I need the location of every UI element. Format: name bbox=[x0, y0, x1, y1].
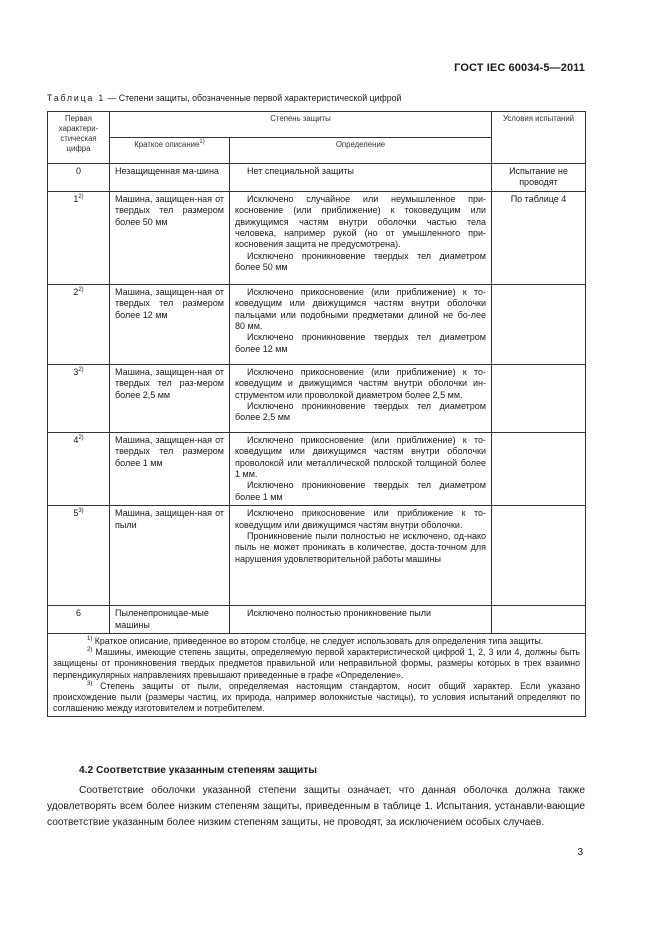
test-conditions-cell bbox=[492, 284, 586, 364]
document-code: ГОСТ IEC 60034-5—2011 bbox=[454, 62, 585, 74]
header-brief-label: Краткое описание bbox=[134, 140, 200, 149]
footnote-mark: 1) bbox=[87, 636, 93, 643]
definition-paragraph: Исключено прикосновение или приближение к то-коведущим или движущимся частям внутри оболочки. bbox=[235, 508, 486, 530]
page-number: 3 bbox=[577, 847, 583, 858]
first-digit-cell bbox=[48, 164, 110, 192]
header-definition: Определение bbox=[230, 138, 492, 164]
definition-paragraph: Исключено проникновение твердых тел диаметром более 2,5 мм bbox=[235, 401, 486, 423]
brief-description-cell bbox=[110, 432, 230, 505]
first-digit-footnote-mark: 2) bbox=[78, 286, 84, 293]
header-brief-footnote-mark: 1) bbox=[199, 139, 205, 145]
definition-cell bbox=[230, 191, 492, 284]
section-heading: 4.2 Соответствие указанным степеням защиты bbox=[79, 765, 317, 776]
brief-description-cell bbox=[110, 364, 230, 432]
table-footnote bbox=[53, 647, 580, 680]
definition-cell bbox=[230, 364, 492, 432]
first-digit-value: 0 bbox=[75, 166, 81, 176]
definition-paragraph: Нет специальной защиты bbox=[247, 166, 354, 176]
section-body: Соответствие оболочки указанной степени защиты означает, что данная оболочка должна также удовлетворять всем более низким степеням защиты, приведенным в таблице 1. Испытания, устанавли-вающие соответствие указанным более низким степеням защиты, не проводят, за исключением особых случаев. bbox=[47, 785, 585, 828]
brief-description-text: Машина, защищен-ная от пыли bbox=[115, 508, 224, 530]
table-notes-row bbox=[48, 634, 586, 717]
brief-description-text: Машина, защищен-ная от твердых тел раз-мером более 2,5 мм bbox=[115, 366, 224, 400]
footnote-text: Машины, имеющие степень защиты, определяемую первой характеристической цифрой 1, 2, 3 или 4, должны быть защищены от проникновения твердых предметов правильной или неправильной формы, размеры которых в трех взаимно перпендикулярных направлениях превышают приведенные в графе «Определение». bbox=[53, 647, 580, 680]
first-digit-cell bbox=[48, 432, 110, 505]
test-conditions-cell bbox=[492, 606, 586, 634]
table-caption-label: Таблица 1 bbox=[47, 93, 106, 103]
brief-description-cell bbox=[110, 506, 230, 606]
first-digit-footnote-mark: 2) bbox=[78, 366, 84, 373]
brief-description-cell bbox=[110, 284, 230, 364]
first-digit-value: 6 bbox=[75, 608, 81, 619]
definition-paragraph: Исключено проникновение твердых тел диаметром более 50 мм bbox=[235, 250, 486, 273]
table-caption-text: — Степени защиты, обозначенные первой характеристической цифрой bbox=[105, 93, 402, 103]
table-row bbox=[48, 506, 586, 606]
definition-paragraph: Исключено случайное или неумышленное при-косновение (или приближение) к токоведущим или движущимся частям внутри оболочки частью тела человека, например рукой (но от умышленного при-косновения защита не предусмотрена). bbox=[235, 193, 486, 250]
brief-description-text: Незащищенная ма-шина bbox=[115, 166, 219, 176]
footnote-text: Степень защиты от пыли, определяемая настоящим стандартом, носит общий характер. Если указано происхождение пыли (размеры частиц, их природа, например волокнистые частицы), то условия испытаний определяют по соглашению между изготовителем и потребителем. bbox=[53, 680, 580, 713]
first-digit-value: 2 bbox=[73, 286, 79, 297]
definition-paragraph: Проникновение пыли полностью не исключено, од-нако пыль не может проникать в количестве, доста-точном для нарушения удовлетворительной работы машины bbox=[235, 531, 486, 564]
table-row bbox=[48, 164, 586, 192]
test-conditions-cell: По таблице 4 bbox=[492, 191, 586, 284]
brief-description-text: Машина, защищен-ная от твердых тел размером более 12 мм bbox=[115, 286, 224, 320]
table-header-row-1 bbox=[48, 112, 586, 138]
brief-description-text: Пыленепроницае-мые машины bbox=[115, 608, 209, 630]
definition-cell bbox=[230, 284, 492, 364]
definition-cell bbox=[230, 606, 492, 634]
definition-paragraph: Исключено проникновение твердых тел диаметром более 12 мм bbox=[235, 332, 486, 354]
first-digit-cell bbox=[48, 606, 110, 634]
table-footnote bbox=[53, 681, 580, 714]
first-digit-footnote-mark: 2) bbox=[78, 434, 84, 441]
test-conditions-cell bbox=[492, 364, 586, 432]
footnote-mark: 3) bbox=[87, 680, 93, 687]
header-first-digit: Первая характери-стическая цифра bbox=[48, 112, 110, 164]
footnote-mark: 2) bbox=[87, 647, 93, 654]
table-row bbox=[48, 606, 586, 634]
table-footnote bbox=[53, 636, 580, 647]
first-digit-footnote-mark: 3) bbox=[78, 508, 84, 515]
header-degree: Степень защиты bbox=[110, 112, 492, 138]
table-row bbox=[48, 364, 586, 432]
first-digit-cell bbox=[48, 364, 110, 432]
first-digit-cell bbox=[48, 506, 110, 606]
definition-paragraph: Исключено прикосновение (или приближение) к то-коведущим или движущимся частям внутри оболочки проволокой или металлической полоской толщиной более 1 мм. bbox=[235, 434, 486, 480]
definition-cell bbox=[230, 164, 492, 192]
definition-paragraph: Исключено прикосновение (или приближение) к то-коведущим и движущимся частям внутри оболочки ин-струментом или проволокой диаметром более 2,5 мм. bbox=[235, 366, 486, 400]
table-row bbox=[48, 191, 586, 284]
test-conditions-cell bbox=[492, 432, 586, 505]
table-notes-cell bbox=[48, 634, 586, 717]
brief-description-cell bbox=[110, 606, 230, 634]
table-row bbox=[48, 432, 586, 505]
definition-paragraph: Исключено полностью проникновение пыли bbox=[247, 608, 432, 619]
definition-cell bbox=[230, 506, 492, 606]
brief-description-text: Машина, защищен-ная от твердых тел размером более 1 мм bbox=[115, 434, 224, 468]
header-conditions: Условия испытаний bbox=[492, 112, 586, 164]
first-digit-value: 1 bbox=[73, 193, 79, 204]
first-digit-cell bbox=[48, 284, 110, 364]
header-brief bbox=[110, 138, 230, 164]
definition-cell bbox=[230, 432, 492, 505]
test-conditions-cell: Испытание не проводят bbox=[492, 164, 586, 192]
first-digit-value: 4 bbox=[73, 434, 79, 445]
definition-paragraph: Исключено прикосновение (или приближение) к то-коведущим или движущимся частям внутри оболочки пальцами или подобными предметами длиной не бо-лее 80 мм. bbox=[235, 286, 486, 332]
footnote-text: Краткое описание, приведенное во втором столбце, не следует использовать для определения типа защиты. bbox=[92, 636, 544, 647]
first-digit-value: 3 bbox=[73, 366, 79, 377]
brief-description-text: Машина, защищен-ная от твердых тел размером более 50 мм bbox=[115, 193, 224, 227]
brief-description-cell bbox=[110, 164, 230, 192]
first-digit-footnote-mark: 2) bbox=[78, 193, 84, 200]
test-conditions-cell bbox=[492, 506, 586, 606]
brief-description-cell bbox=[110, 191, 230, 284]
first-digit-cell bbox=[48, 191, 110, 284]
definition-paragraph: Исключено проникновение твердых тел диаметром более 1 мм bbox=[235, 480, 486, 502]
protection-degrees-table bbox=[47, 111, 586, 717]
table-caption bbox=[47, 93, 401, 103]
table-row bbox=[48, 284, 586, 364]
first-digit-value: 5 bbox=[73, 508, 79, 519]
